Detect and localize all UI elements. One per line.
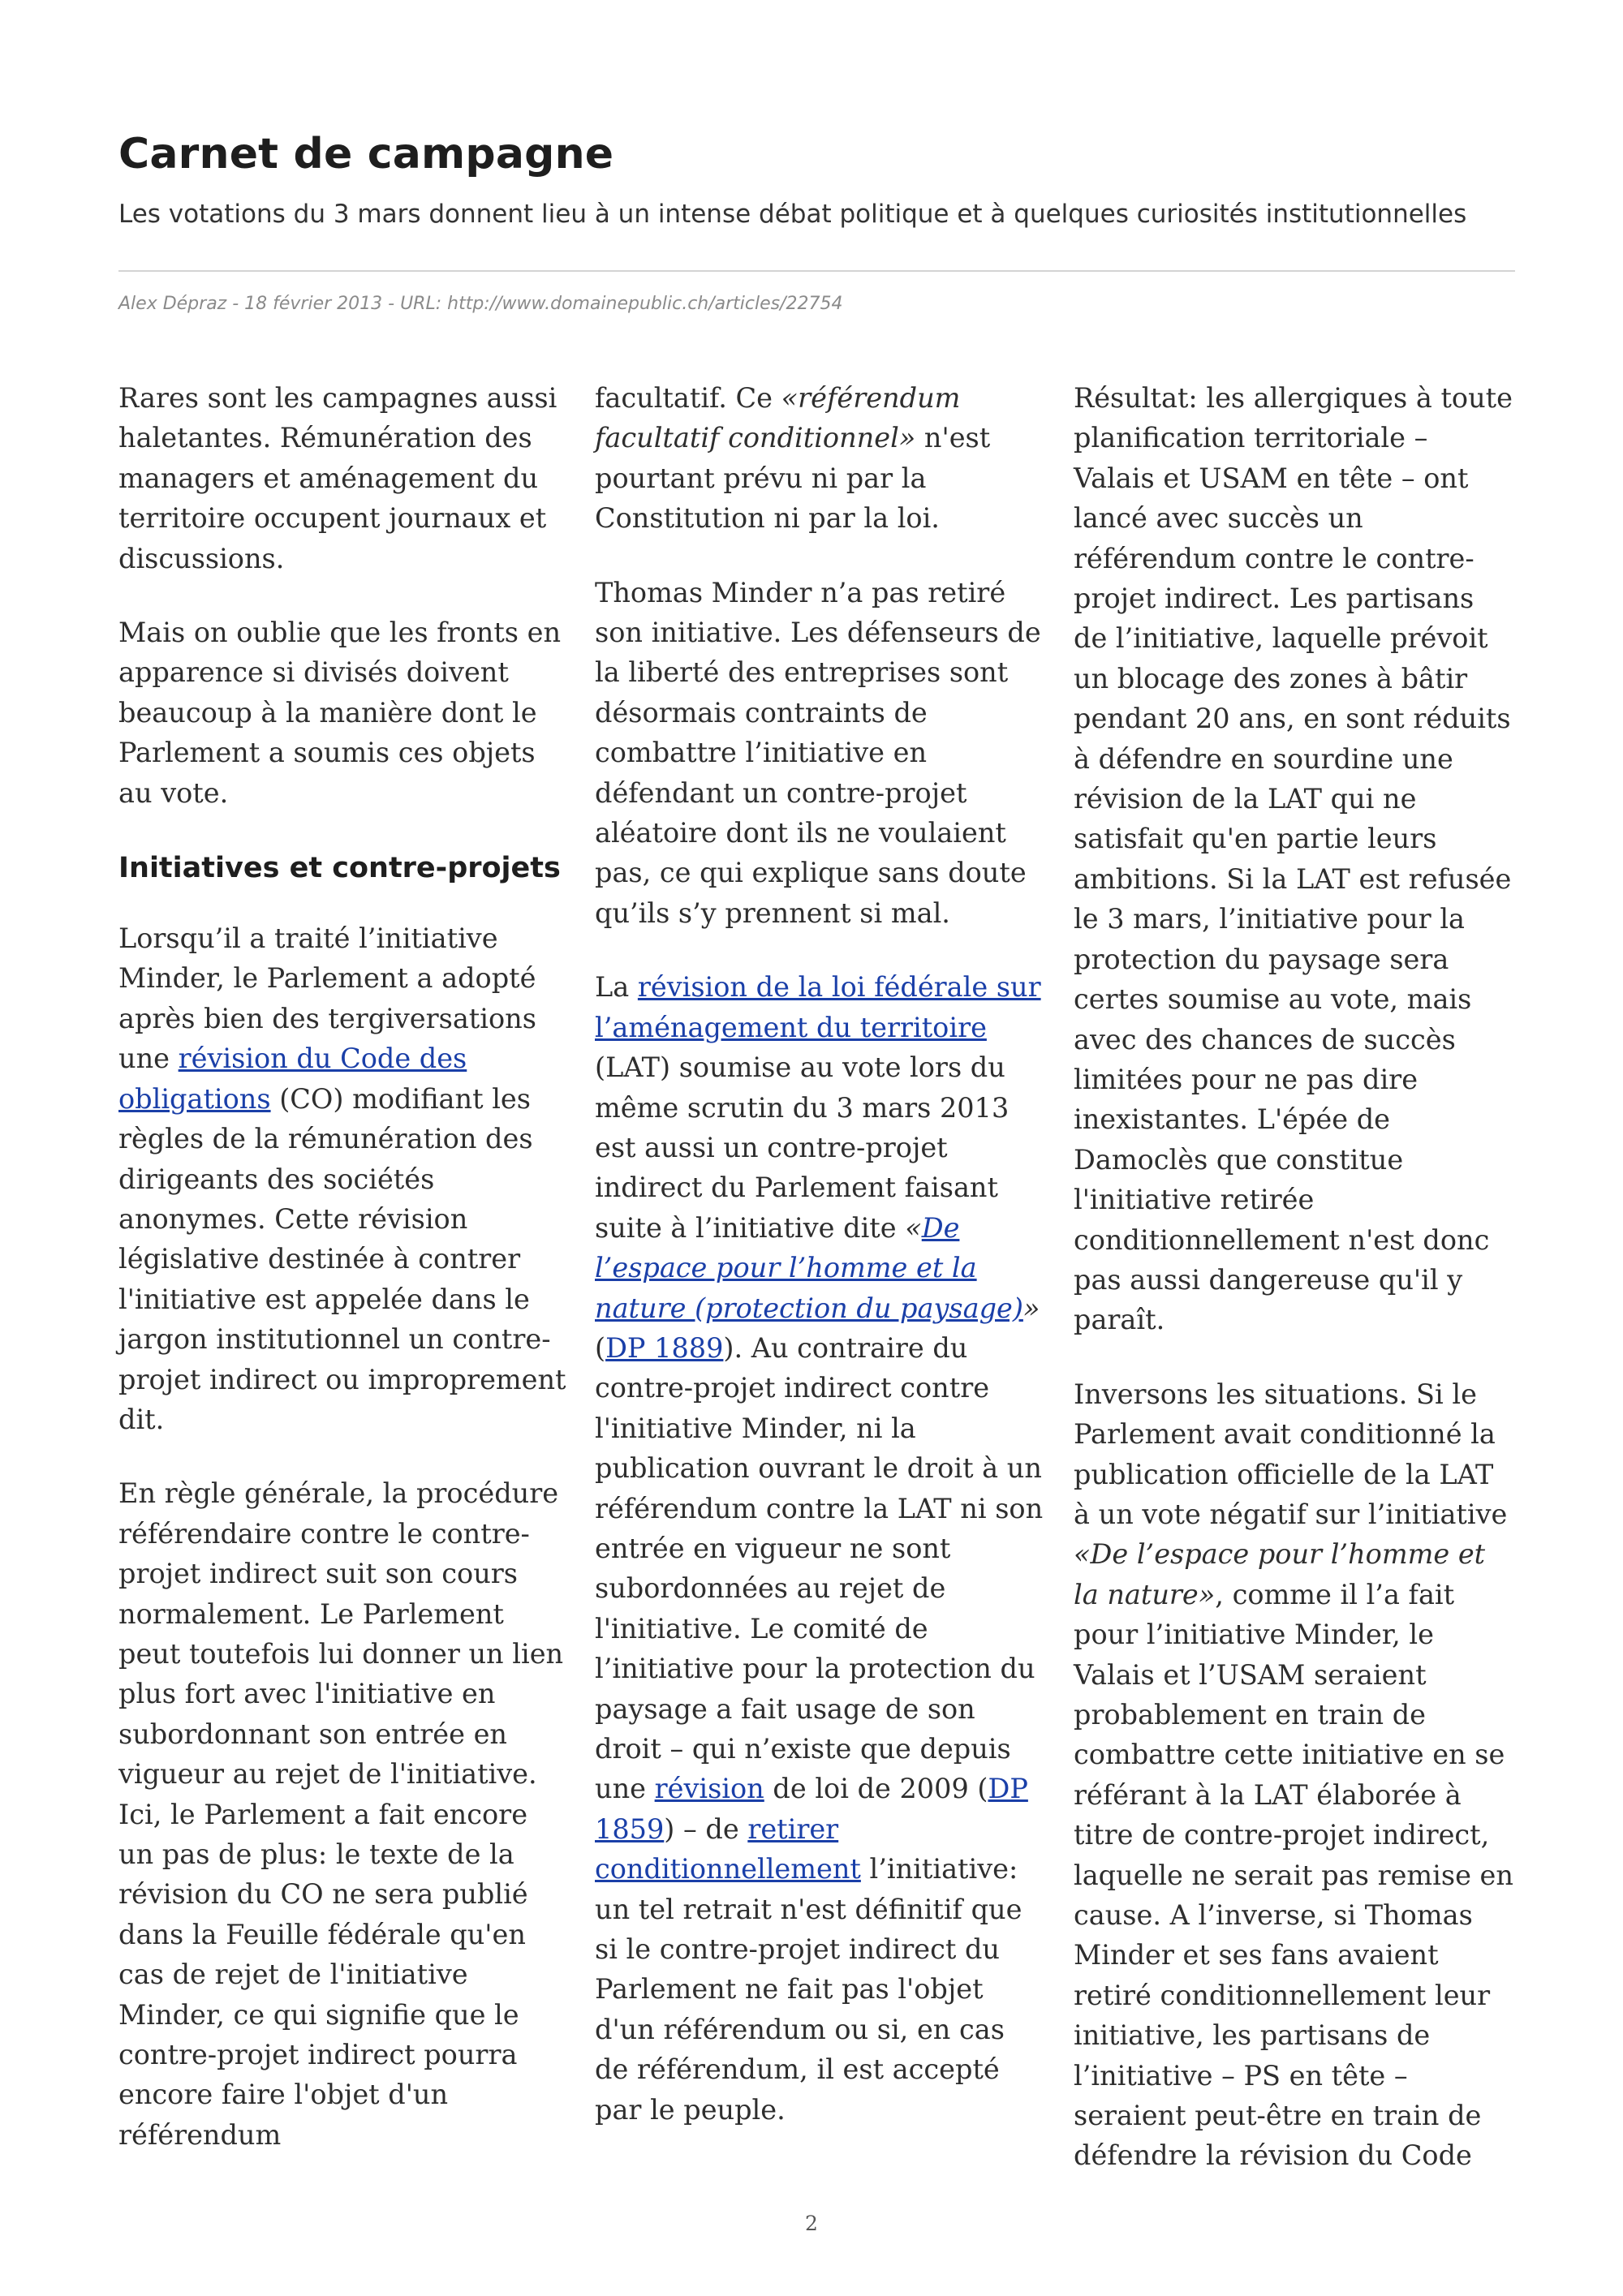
paragraph <box>118 918 566 1439</box>
paragraph-text: ( <box>595 1331 606 1364</box>
paragraph-text: (LAT) soumise au vote lors du même scrutin du 3 mars 2013 est aussi un contre-projet indirect du Parlement faisant suite à l’initiative dite <box>595 1051 1010 1244</box>
link-retirer-conditionnellement[interactable]: retirer conditionnellement <box>595 1812 861 1885</box>
quote-mark: « <box>905 1211 922 1244</box>
paragraph-text: Lorsqu’il a traité l’initiative Minder, le Parlement a adopté après bien des tergiversations une <box>118 922 536 1075</box>
paragraph <box>1074 1374 1516 2176</box>
paragraph: Rares sont les campagnes aussi haletantes. Rémunération des managers et aménagement du territoire occupent journaux et discussions. <box>118 382 558 574</box>
paragraph: Résultat: les allergiques à toute planification territoriale – Valais et USAM en tête – ont lancé avec succès un référendum contre le contre-projet indirect. Les partisans de l’initiative, laquelle prévoit un blocage des zones à bâtir pendant 20 ans, en sont réduits à défendre en sourdine une révision de la LAT qui ne satisfait qu'en partie leurs ambitions. Si la LAT est refusée le 3 mars, l’initiative pour la protection du paysage sera certes soumise au vote, mais avec des chances de succès limitées pour ne pas dire inexistantes. L'épée de Damoclès que constitue l'initiative retirée conditionnellement n'est donc pas aussi dangereuse qu'il y paraît. <box>1074 382 1513 1336</box>
paragraph <box>595 967 1045 2130</box>
link-revision-lat[interactable]: révision de la loi fédérale sur l’aménagement du territoire <box>595 971 1041 1043</box>
quoted-term: «référendum facultatif conditionnel» <box>595 382 961 454</box>
paragraph-text: ). Au contraire du contre-projet indirect contre l'initiative Minder, ni la publication ouvrant le droit à un référendum contre la LAT ni son entrée en vigueur ne sont subordonnées au rejet de l'initiative. Le comité de l’initiative pour la protection du paysage a fait usage de son droit – qui n’existe que depuis une <box>595 1331 1044 1805</box>
paragraph-text: La <box>595 971 638 1004</box>
page-number: 2 <box>805 2212 818 2235</box>
paragraph-text: de loi de 2009 ( <box>764 1773 988 1805</box>
text-column-3 <box>1074 378 1516 2210</box>
paragraph-text: facultatif. Ce <box>595 382 781 414</box>
link-revision-2009[interactable]: révision <box>654 1773 764 1805</box>
link-dp-1859[interactable]: DP 1859 <box>595 1773 1028 1845</box>
paragraph-text: l’initiative: un tel retrait n'est définitif que si le contre-projet indirect du Parlement ne fait pas l'objet d'un référendum ou si, en cas de référendum, il est accepté par le peuple. <box>595 1853 1022 2126</box>
text-column-2 <box>595 378 1045 2164</box>
article-title: Carnet de campagne <box>118 130 614 178</box>
paragraph: Thomas Minder n’a pas retiré son initiative. Les défenseurs de la liberté des entreprises sont désormais contraints de combattre l’initiative en défendant un contre-projet aléatoire dont ils ne voulaient pas, ce qui explique sans doute qu’ils s’y prennent si mal. <box>595 576 1041 929</box>
text-column-1 <box>118 378 566 2189</box>
paragraph <box>595 378 1045 539</box>
quoted-term: «De l’espace pour l’homme et la nature» <box>1074 1538 1486 1610</box>
paragraph-text: (CO) modifiant les règles de la rémunération des dirigeants des sociétés anonymes. Cette révision législative destinée à contrer l'initiative est appelée dans le jargon institutionnel un contre-projet indirect ou improprement dit. <box>118 1082 566 1435</box>
paragraph: En règle générale, la procédure référendaire contre le contre-projet indirect suit son cours normalement. Le Parlement peut toutefois lui donner un lien plus fort avec l'initiative en subordonnant son entrée en vigueur au rejet de l'initiative. Ici, le Parlement a fait encore un pas de plus: le texte de la révision du CO ne sera publié dans la Feuille fédérale qu'en cas de rejet de l'initiative Minder, ce qui signifie que le contre-projet indirect pourra encore faire l'objet d'un référendum <box>118 1477 564 2151</box>
paragraph-text: Inversons les situations. Si le Parlement avait conditionné la publication officielle de la LAT à un vote négatif sur l’initiative <box>1074 1378 1508 1530</box>
section-heading: Initiatives et contre-projets <box>118 852 561 885</box>
paragraph-text: n'est pourtant prévu ni par la Constitution ni par la loi. <box>595 422 991 535</box>
link-revision-code-obligations[interactable]: révision du Code des obligations <box>118 1043 467 1115</box>
paragraph: Mais on oublie que les fronts en apparence si divisés doivent beaucoup à la manière dont le Parlement a soumis ces objets au vote. <box>118 617 562 809</box>
article-subtitle: Les votations du 3 mars donnent lieu à un intense débat politique et à quelques curiosités institutionnelles <box>118 200 1467 229</box>
quote-mark: » <box>1022 1292 1040 1324</box>
link-dp-1889[interactable]: DP 1889 <box>605 1331 724 1364</box>
header-divider <box>118 270 1515 272</box>
link-text: De l’espace pour l’homme et la nature (protection du paysage) <box>595 1211 1023 1324</box>
paragraph-text: ) – de <box>664 1812 748 1845</box>
article-meta: Alex Dépraz - 18 février 2013 - URL: http://www.domainepublic.ch/articles/22754 <box>118 294 843 314</box>
paragraph-text: , comme il l’a fait pour l’initiative Minder, le Valais et l’USAM seraient probablement en train de combattre cette initiative en se référant à la LAT élaborée à titre de contre-projet indirect, laquelle ne serait pas remise en cause. A l’inverse, si Thomas Minder et ses fans avaient retiré conditionnellement leur initiative, les partisans de l’initiative – PS en tête – seraient peut-être en train de défendre la révision du Code <box>1074 1578 1513 2172</box>
